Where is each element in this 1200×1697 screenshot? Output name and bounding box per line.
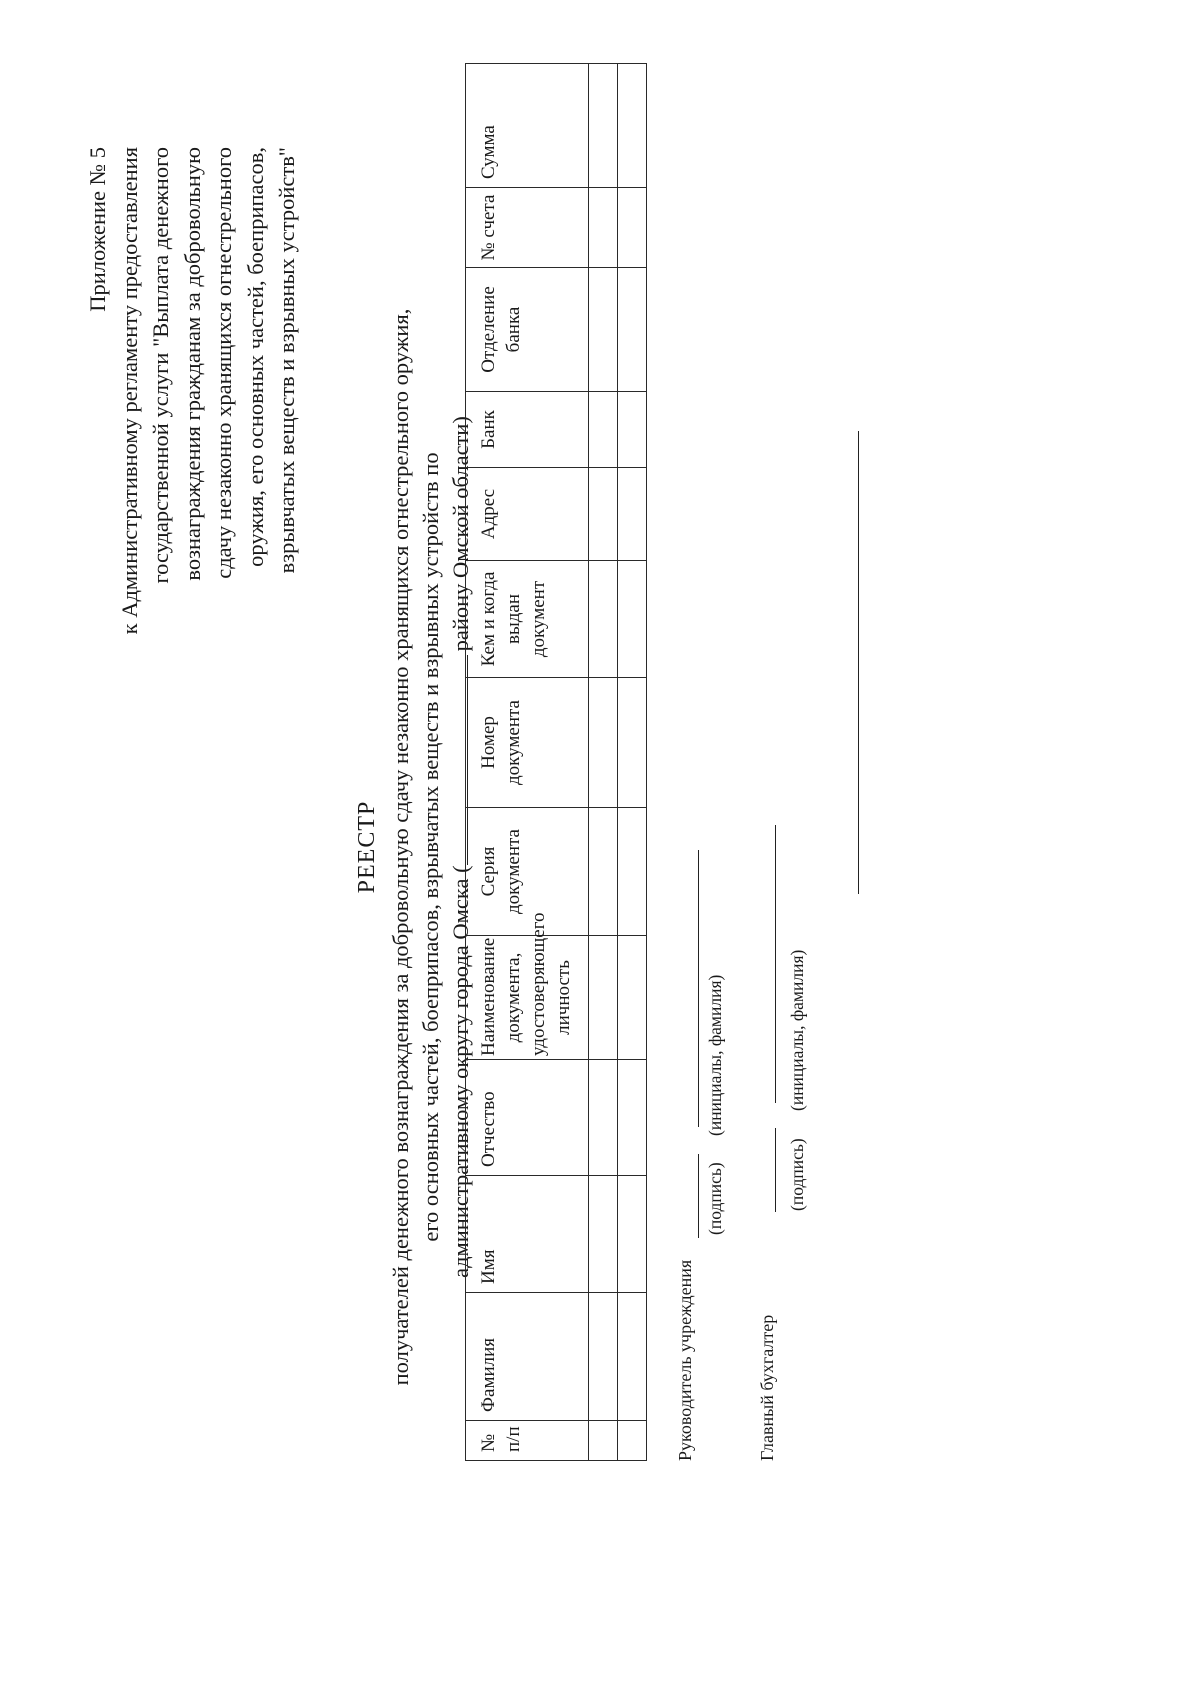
accountant-name-caption: (инициалы, фамилия) xyxy=(787,949,807,1111)
appendix-line: к Административному регламенту предоставления xyxy=(116,147,142,635)
appendix-line: взрывчатых веществ и взрывных устройств" xyxy=(274,147,299,574)
subtitle-line-3-text: административному округу города Омска ( xyxy=(448,865,473,1278)
appendix-line: Приложение № 5 xyxy=(85,147,110,312)
head-signature-label: Руководитель учреждения xyxy=(675,1259,695,1461)
signature-block xyxy=(0,561,1200,1461)
accountant-signature-label: Главный бухгалтер xyxy=(757,1314,777,1461)
col-header-account: № счета xyxy=(466,188,589,268)
col-header-surname: Фамилия xyxy=(466,1293,589,1421)
col-header-bank: Банк xyxy=(466,392,589,468)
col-header-id-document: Наименование документа, удостоверяющего личность xyxy=(466,936,589,1060)
accountant-signature-line xyxy=(775,1128,776,1212)
document-title: РЕЕСТР xyxy=(354,800,380,894)
accountant-signature-caption: (подпись) xyxy=(787,1138,807,1211)
head-signature-caption: (подпись) xyxy=(705,1162,725,1235)
appendix-line: оружия, его основных частей, боеприпасов, xyxy=(242,147,268,567)
col-header-name: Имя xyxy=(466,1176,589,1293)
subtitle-line-3-raion: району Омской области) xyxy=(448,416,473,652)
head-name-caption: (инициалы, фамилия) xyxy=(705,974,725,1136)
appendix-line: сдачу незаконно хранящихся огнестрельного xyxy=(211,147,236,579)
col-header-doc-series: Серия документа xyxy=(466,808,589,936)
head-name-line xyxy=(698,850,699,1127)
subtitle-line-2-text: его основных частей, боеприпасов, взрывчатых веществ и взрывных устройств по xyxy=(418,452,443,1242)
appendix-line: вознаграждения гражданам за добровольную xyxy=(179,147,205,581)
col-header-sum: Сумма xyxy=(466,64,589,188)
col-header-number: № п/п xyxy=(466,1421,589,1461)
subtitle-line-1: получателей денежного вознаграждения за добровольную сдачу незаконно хранящихся огнестрельного оружия, xyxy=(388,308,413,1386)
col-header-doc-number: Номер документа xyxy=(466,678,589,808)
accountant-name-line xyxy=(775,825,776,1103)
col-header-address: Адрес xyxy=(466,468,589,561)
col-header-bank-branch: Отделение банка xyxy=(466,268,589,392)
col-header-patronymic: Отчество xyxy=(466,1060,589,1176)
extra-blank-line xyxy=(858,431,859,894)
col-header-issued-by: Кем и когда выдан документ xyxy=(466,561,589,678)
appendix-line: государственной услуги "Выплата денежного xyxy=(148,147,173,584)
head-signature-line xyxy=(698,1154,699,1238)
